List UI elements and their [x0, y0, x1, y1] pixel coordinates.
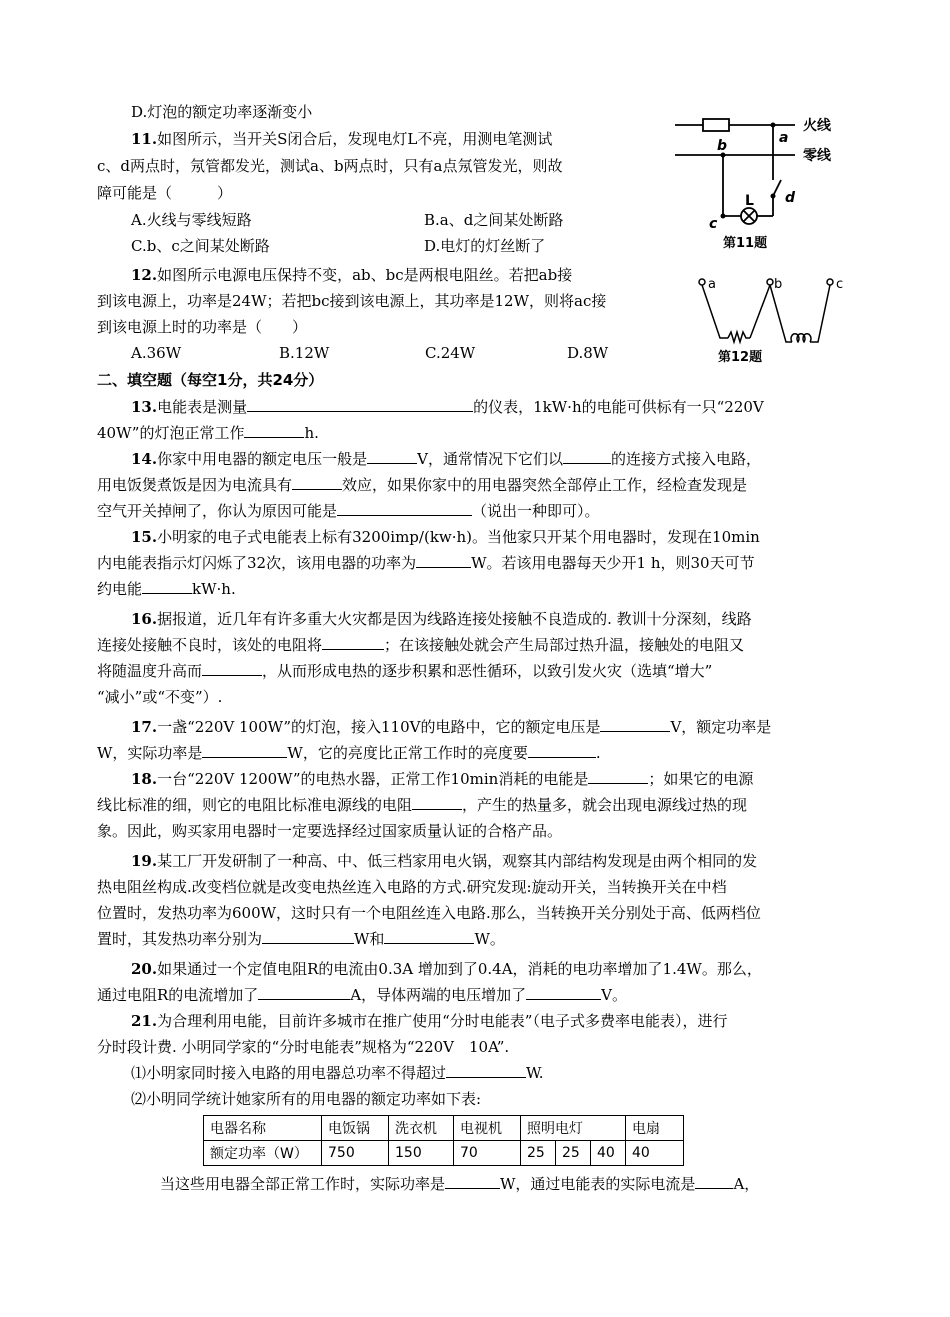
fig12-caption: 第12题	[718, 350, 763, 365]
q16-line4: “减小”或“不变”）.	[97, 688, 223, 706]
q16-text5: ，从而形成电热的逐步积累和恶性循环，以致引发火灾（选填“增大”	[262, 662, 713, 680]
q13-blank1[interactable]	[247, 397, 473, 412]
q14-blank3[interactable]	[292, 475, 342, 490]
q15-number: 15.	[131, 528, 158, 546]
table-header-cell: 电器名称	[204, 1116, 322, 1141]
q13-text4: h.	[304, 424, 319, 442]
fig11-caption: 第11题	[723, 236, 768, 251]
q13-line1	[131, 395, 891, 420]
fig12-label-a: a	[708, 277, 716, 292]
q16-text3: ；在该接触处就会产生局部过热升温，接触处的电阻又	[384, 636, 745, 654]
q16-blank2[interactable]	[202, 661, 262, 676]
q15-line3	[97, 577, 857, 602]
q16-text4: 将随温度升高而	[97, 662, 203, 680]
fig11-live-label: 火线	[803, 118, 831, 134]
q11-line3: 障可能是（ ）	[97, 184, 233, 202]
q21-sub1	[131, 1061, 891, 1086]
figure-11-circuit	[665, 108, 855, 254]
q18-text1: 一台“220V 1200W”的电热水器，正常工作10min消耗的电能是	[157, 770, 589, 788]
node-c-dot	[721, 214, 726, 219]
node-a-dot	[771, 123, 776, 128]
q17-blank2[interactable]	[202, 743, 287, 758]
q19-line3: 位置时，发热功率为600W，这时只有一个电阻丝连入电路.那么，当转换开关分别处于高、低两档位	[97, 904, 761, 922]
table-row-label: 额定功率（W）	[204, 1141, 322, 1166]
q21-sub2: ⑵小明同学统计她家所有的用电器的额定功率如下表:	[131, 1090, 482, 1108]
q19-text6: W。	[474, 930, 505, 948]
q12-number: 12.	[131, 266, 158, 284]
q16-line1	[131, 607, 891, 632]
q11-option-d: D.电灯的灯丝断了	[424, 237, 546, 255]
q16-text2: 连接处接触不良时，该处的电阻将	[97, 636, 323, 654]
q11-line2: c、d两点时，氖管都发光，测试a、b两点时，只有a点氖管发光，则故	[97, 157, 563, 175]
q14-line3	[97, 499, 857, 524]
q20-line1	[131, 957, 891, 982]
q12-option-c: C.24W	[425, 344, 476, 362]
q21-number: 21.	[131, 1012, 158, 1030]
section-2-title: 二、填空题（每空1分，共24分）	[97, 371, 324, 389]
q21-blank3[interactable]	[695, 1174, 733, 1189]
fig12-label-c: c	[836, 277, 844, 292]
q15-line1	[131, 525, 891, 550]
q14-text6: 空气开关掉闸了，你认为原因可能是	[97, 502, 338, 520]
fig11-label-c: c	[709, 216, 718, 232]
q18-line1	[131, 767, 891, 792]
table-cell: 25	[556, 1141, 591, 1166]
q13-number: 13.	[131, 398, 158, 416]
q12-line2: 到该电源上，功率是24W；若把bc接到该电源上，其功率是12W，则将ac接	[97, 292, 607, 310]
q18-line3: 象。因此，购买家用电器时一定要选择经过国家质量认证的合格产品。	[97, 822, 563, 840]
q11-option-b: B.a、d之间某处断路	[424, 211, 564, 229]
table-cell: 750	[322, 1141, 389, 1166]
q17-text2: V，额定功率是	[670, 718, 772, 736]
q11-number: 11.	[131, 130, 158, 148]
q12-line3: 到该电源上时的功率是（ ）	[97, 318, 308, 336]
q19-number: 19.	[131, 852, 158, 870]
q17-line2	[97, 741, 857, 766]
q21-text1: 为合理利用电能，目前许多城市在推广使用“分时电能表”（电子式多费率电能表），进行	[157, 1012, 728, 1030]
q19-text4: 置时，其发热功率分别为	[97, 930, 263, 948]
q16-text1: 据报道，近几年有许多重大火灾都是因为线路连接处接触不良造成的. 教训十分深刻，线路	[157, 610, 752, 628]
q18-text4: ，产生的热量多，就会出现电源线过热的现	[462, 796, 748, 814]
q20-text4: V。	[601, 986, 627, 1004]
q21-sub1-text: ⑴小明家同时接入电路的用电器总功率不得超过	[131, 1064, 447, 1082]
q13-line2	[97, 421, 857, 446]
q16-line2	[97, 633, 857, 658]
table-row-header	[204, 1116, 684, 1141]
q14-blank1[interactable]	[367, 449, 417, 464]
q13-text2: 的仪表，1kW·h的电能可供标有一只“220V	[473, 398, 764, 416]
q11-text1: 如图所示，当开关S闭合后，发现电灯L不亮，用测电笔测试	[157, 130, 553, 148]
table-header-cell: 电扇	[626, 1116, 684, 1141]
q13-text1: 电能表是测量	[157, 398, 248, 416]
q12-option-b: B.12W	[279, 344, 330, 362]
q20-text3: A，导体两端的电压增加了	[350, 986, 527, 1004]
q19-line1	[131, 849, 891, 874]
q19-line2: 热电阻丝构成.改变档位就是改变电热丝连入电路的方式.研究发现:旋动开关，当转换开关在中档	[97, 878, 727, 896]
q15-text1: 小明家的电子式电能表上标有3200imp/(kw·h)。当他家只开某个用电器时，发现在10min	[157, 528, 760, 546]
q14-text5: 效应，如果你家中的用电器突然全部停止工作，经检查发现是	[342, 476, 748, 494]
q17-text4: W，它的亮度比正常工作时的亮度要	[287, 744, 528, 762]
q18-blank1[interactable]	[588, 769, 648, 784]
table-row-values	[204, 1141, 684, 1166]
q15-text4: 约电能	[97, 580, 143, 598]
q21-line2: 分时段计费. 小明同学家的“分时电能表”规格为“220V 10A”.	[97, 1038, 510, 1056]
q21-blank2[interactable]	[445, 1174, 500, 1189]
q14-line1	[131, 447, 891, 472]
q15-blank2[interactable]	[142, 579, 192, 594]
fig11-label-a: a	[779, 130, 789, 146]
fig11-neutral-label: 零线	[803, 148, 831, 164]
table-cell: 150	[389, 1141, 454, 1166]
fig12-label-b: b	[774, 277, 783, 292]
q19-text5: W和	[354, 930, 385, 948]
q19-blank1[interactable]	[262, 929, 354, 944]
q14-text7: （说出一种即可）。	[472, 502, 600, 520]
q12-option-d: D.8W	[567, 344, 609, 362]
q20-text1: 如果通过一个定值电阻R的电流由0.3A 增加到了0.4A，消耗的电功率增加了1.4W。那么，	[157, 960, 762, 978]
q14-line2	[97, 473, 857, 498]
q11-option-c: C.b、c之间某处断路	[131, 237, 270, 255]
table-header-cell: 电视机	[454, 1116, 521, 1141]
q20-text2: 通过电阻R的电流增加了	[97, 986, 259, 1004]
q15-text3: W。若该用电器每天少开1 h，则30天可节	[471, 554, 755, 572]
q19-blank2[interactable]	[384, 929, 474, 944]
fig11-label-b: b	[717, 138, 728, 154]
q21-line1	[131, 1009, 891, 1034]
table-header-cell: 电饭锅	[322, 1116, 389, 1141]
q12-option-a: A.36W	[131, 344, 182, 362]
q14-text4: 用电饭煲煮饭是因为电流具有	[97, 476, 293, 494]
q16-line3	[97, 659, 857, 684]
q21-sub3-text3: A，	[733, 1175, 760, 1193]
q20-blank1[interactable]	[258, 985, 350, 1000]
q15-text5: kW·h.	[192, 580, 236, 598]
q21-sub3	[160, 1172, 920, 1197]
q21-sub3-text1: 当这些用电器全部正常工作时，实际功率是	[160, 1175, 446, 1193]
q17-line1	[131, 715, 891, 740]
fig11-label-d: d	[785, 190, 796, 206]
q20-blank2[interactable]	[526, 985, 601, 1000]
q19-text1: 某工厂开发研制了一种高、中、低三档家用电火锅，观察其内部结构发现是由两个相同的发	[157, 852, 758, 870]
table-header-cell: 照明电灯	[521, 1116, 626, 1141]
q14-text3: 的连接方式接入电路，	[610, 450, 761, 468]
q14-blank4[interactable]	[337, 501, 472, 516]
table-cell: 25	[521, 1141, 556, 1166]
q14-text1: 你家中用电器的额定电压一般是	[157, 450, 368, 468]
q18-text2: ；如果它的电源	[648, 770, 754, 788]
q20-line2	[97, 983, 857, 1008]
q13-blank2[interactable]	[244, 423, 304, 438]
q20-number: 20.	[131, 960, 158, 978]
q21-sub1-unit: W.	[526, 1064, 544, 1082]
fig11-label-lamp: L	[745, 193, 754, 209]
q17-text1: 一盏“220V 100W”的灯泡，接入110V的电路中，它的额定电压是	[157, 718, 601, 736]
q16-number: 16.	[131, 610, 158, 628]
q17-text3: W，实际功率是	[97, 744, 203, 762]
figure-12-resistance-wires	[690, 268, 860, 368]
q18-blank2[interactable]	[412, 795, 462, 810]
q15-text2: 内电能表指示灯闪烁了32次，该用电器的功率为	[97, 554, 417, 572]
q14-number: 14.	[131, 450, 158, 468]
q18-number: 18.	[131, 770, 158, 788]
node-d-dot	[771, 194, 776, 199]
q17-blank3[interactable]	[528, 743, 596, 758]
q14-text2: V，通常情况下它们以	[417, 450, 563, 468]
q21-sub3-text2: W，通过电能表的实际电流是	[500, 1175, 696, 1193]
q15-line2	[97, 551, 857, 576]
q11-option-a: A.火线与零线短路	[131, 211, 252, 229]
table-cell: 70	[454, 1141, 521, 1166]
q21-blank1[interactable]	[446, 1063, 526, 1078]
table-header-cell: 洗衣机	[389, 1116, 454, 1141]
q13-text3: 40W”的灯泡正常工作	[97, 424, 245, 442]
table-cell: 40	[591, 1141, 626, 1166]
q15-blank1[interactable]	[416, 553, 471, 568]
q14-blank2[interactable]	[563, 449, 611, 464]
q12-text1: 如图所示电源电压保持不变，ab、bc是两根电阻丝。若把ab接	[157, 266, 573, 284]
q16-blank1[interactable]	[322, 635, 384, 650]
q19-line4	[97, 927, 857, 952]
appliance-power-table	[203, 1115, 684, 1166]
q18-text3: 线比标准的细，则它的电阻比标准电源线的电阻	[97, 796, 413, 814]
q17-number: 17.	[131, 718, 158, 736]
q17-blank1[interactable]	[600, 717, 670, 732]
q10-option-d: D.灯泡的额定功率逐渐变小	[131, 103, 313, 121]
table-cell: 40	[626, 1141, 684, 1166]
q18-line2	[97, 793, 857, 818]
q17-text5: .	[595, 744, 601, 762]
